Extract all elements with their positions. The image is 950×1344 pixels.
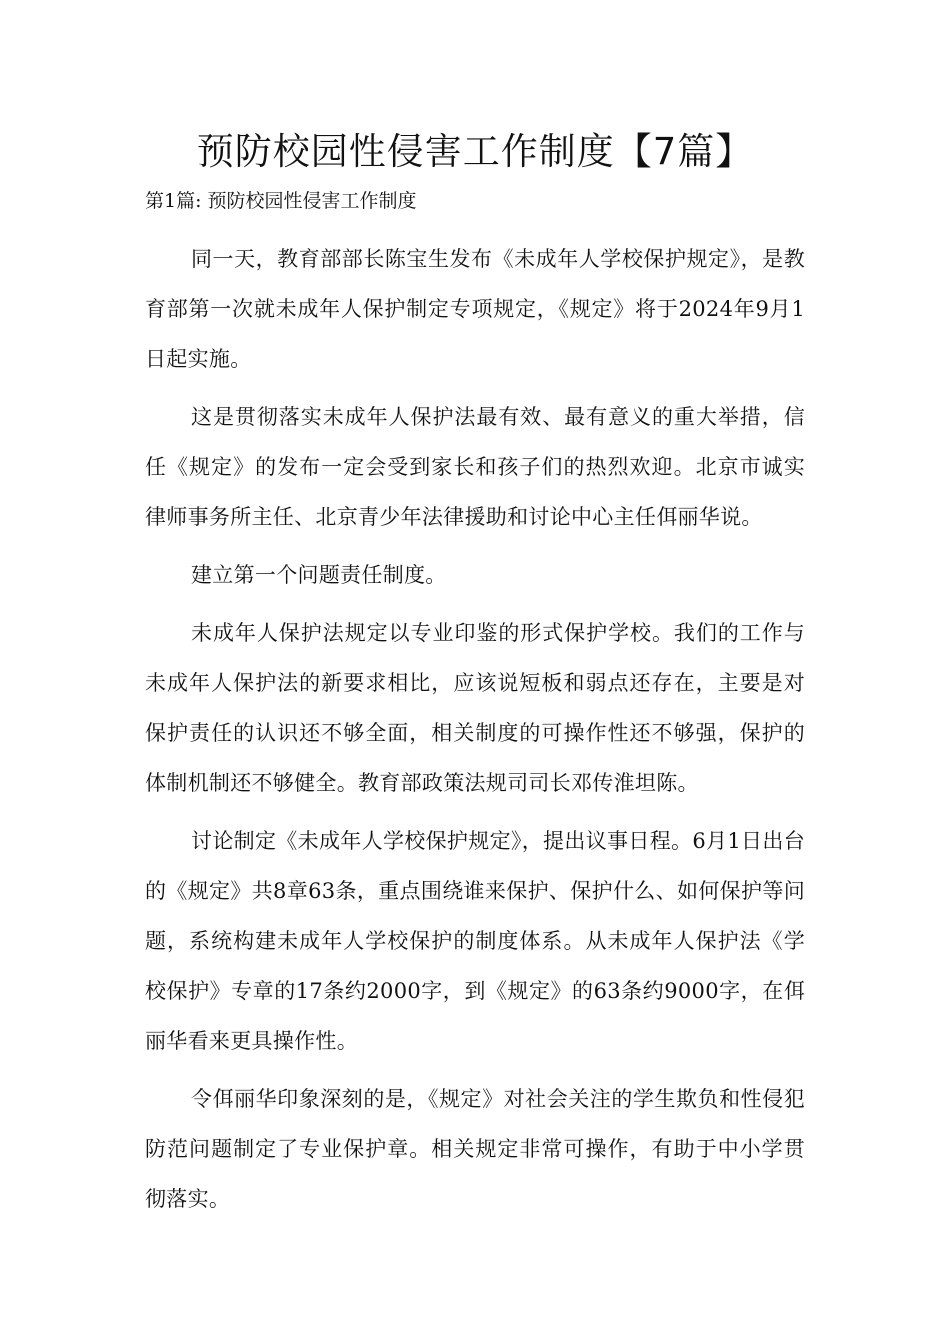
paragraph: 讨论制定《未成年人学校保护规定》，提出议事日程。6月1日出台的《规定》共8章63条，重点围绕谁来保护、保护什么、如何保护等问题，系统构建未成年人学校保护的制度体系。从未成年人保护法《学校保护》专章的17条约2000字，到《规定》的63条约9000字，在佴丽华看来更具操作性。 xyxy=(145,829,805,1053)
document-title: 预防校园性侵害工作制度【7篇】 xyxy=(196,130,754,173)
paragraph: 建立第一个问题责任制度。 xyxy=(191,563,447,587)
paragraph: 令佴丽华印象深刻的是，《规定》对社会关注的学生欺负和性侵犯防范问题制定了专业保护章。相关规定非常可操作，有助于中小学贯彻落实。 xyxy=(145,1087,805,1211)
paragraph: 同一天，教育部部长陈宝生发布《未成年人学校保护规定》，是教育部第一次就未成年人保护制定专项规定，《规定》将于2024年9月1日起实施。 xyxy=(145,247,805,371)
section-heading: 第1篇: 预防校园性侵害工作制度 xyxy=(145,190,417,212)
paragraph: 未成年人保护法规定以专业印鉴的形式保护学校。我们的工作与未成年人保护法的新要求相比，应该说短板和弱点还存在，主要是对保护责任的认识还不够全面，相关制度的可操作性还不够强，保护的体制机制还不够健全。教育部政策法规司司长邓传淮坦陈。 xyxy=(145,621,805,795)
paragraph: 这是贯彻落实未成年人保护法最有效、最有意义的重大举措，信任《规定》的发布一定会受到家长和孩子们的热烈欢迎。北京市诚实律师事务所主任、北京青少年法律援助和讨论中心主任佴丽华说。 xyxy=(145,405,805,529)
document-body xyxy=(145,234,805,1232)
